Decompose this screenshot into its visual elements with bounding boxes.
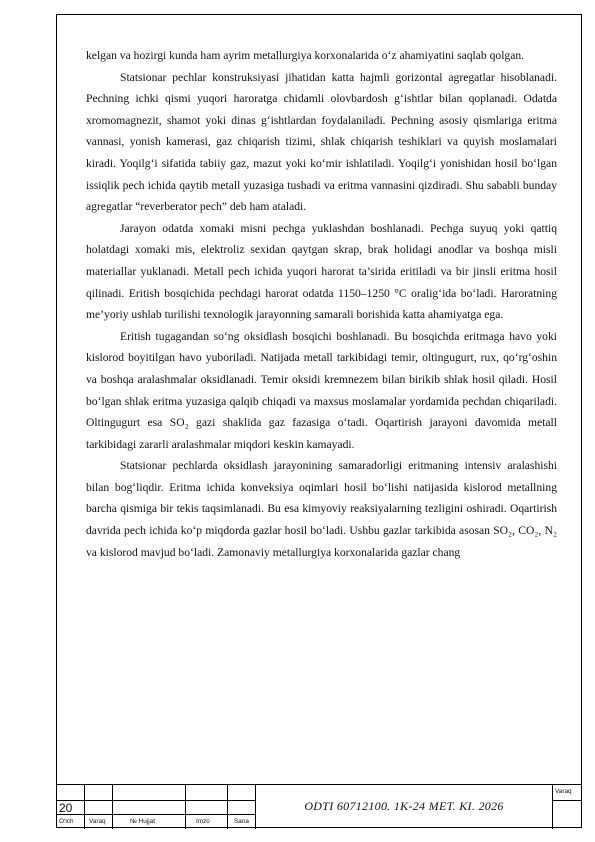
paragraph-1: kelgan va hozirgi kunda ham ayrim metallurgiya korxonalarida o‘z ahamiyatini saqlab qolgan. — [86, 49, 525, 62]
col-olch-label: O‘lch — [59, 818, 74, 825]
col-hujjat-label: № Hujjat — [130, 818, 155, 825]
paragraph-3: Jarayon odatda xomaki misni pechga yuklashdan boshlanadi. Pechga suyuq yoki qattiq holatdagi xomaki mis, elektroliz sexidan qaytgan skrap, brak holidagi anodlar va boshqa misli materiallar yuklanadi. Metall pech ichida yuqori harorat ta’sirida eritiladi va bir jinsli eritma hosil qilinadi. Eritish bosqichida pechdagi harorat odatda 1150–1250 °C oralig‘ida bo‘ladi. Haroratning me’yoriy ushlab turilishi texnologik jarayonning samarali borishida katta ahamiyatga ega. — [86, 221, 557, 322]
document-code: ODTI 60712100. 1K-24 MET. KI. 2026 — [304, 799, 504, 813]
col-imzo-label: Imzo — [196, 818, 210, 825]
page-number: 20 — [59, 801, 73, 815]
paragraph-5: Statsionar pechlarda oksidlash jarayonining samaradorligi eritmaning intensiv aralashishi bilan bog‘liqdir. Eritma ichida konveksiya oqimlari hosil bo‘lishi natijasida kislorod metallning barcha qismiga bir tekis taqsimlanadi. Bu esa kimyoviy reaksiyalarning tezligini oshiradi. Oqartirish davrida pech ichida ko‘p miqdorda gazlar hosil bo‘ladi. Ushbu gazlar tarkibida asosan SO₂, CO₂, N₂ va kislorod mavjud bo‘ladi. Zamonaviy metallurgiya korxonalarida gazlar chang — [86, 459, 557, 559]
paragraph-4: Eritish tugagandan so‘ng oksidlash bosqichi boshlanadi. Bu bosqichda eritmaga havo yoki kislorod boyitilgan havo yuboriladi. Natijada metall tarkibidagi temir, oltingugurt, rux, qo‘rg‘oshin va boshqa aralashmalar oksidlanadi. Temir oksidi kremnezem bilan birikib shlak hosil qiladi. Hosil bo‘lgan shlak eritma yuzasiga qalqib chiqadi va maxsus moslamalar yordamida pechdan chiqariladi. Oltingugurt esa SO₂ gazi shaklida gaz fazasiga o‘tadi. Oqartirish jarayoni davomida metall tarkibidagi zararli aralashmalar miqdori keskin kamayadi. — [86, 329, 557, 451]
title-block — [56, 784, 582, 828]
document-body — [86, 45, 557, 563]
sheet-label: Varaq — [555, 788, 572, 795]
col-sana-label: Sana — [234, 818, 249, 825]
col-varaq-label: Varaq — [89, 818, 106, 825]
paragraph-2: Statsionar pechlar konstruksiyasi jihatidan katta hajmli gorizontal agregatlar hisoblanadi. Pechning ichki qismi yuqori haroratga chidamli olovbardosh g‘ishtlar bilan qoplanadi. Odatda xromomagnezit, shamot yoki dinas g‘ishtlardan foydalaniladi. Pechning asosiy qismlariga eritma vannasi, yonish kamerasi, gaz chiqarish tizimi, shlak chiqarish teshiklari va quyish moslamalari kiradi. Yoqilg‘i sifatida tabiiy gaz, mazut yoki ko‘mir ishlatiladi. Yoqilg‘i yonishidan hosil bo‘lgan issiqlik pech ichida qaytib metall yuzasiga tushadi va eritma vannasini qizdiradi. Shu sababli bunday agregatlar “reverberator pech” deb ham ataladi. — [86, 70, 557, 214]
